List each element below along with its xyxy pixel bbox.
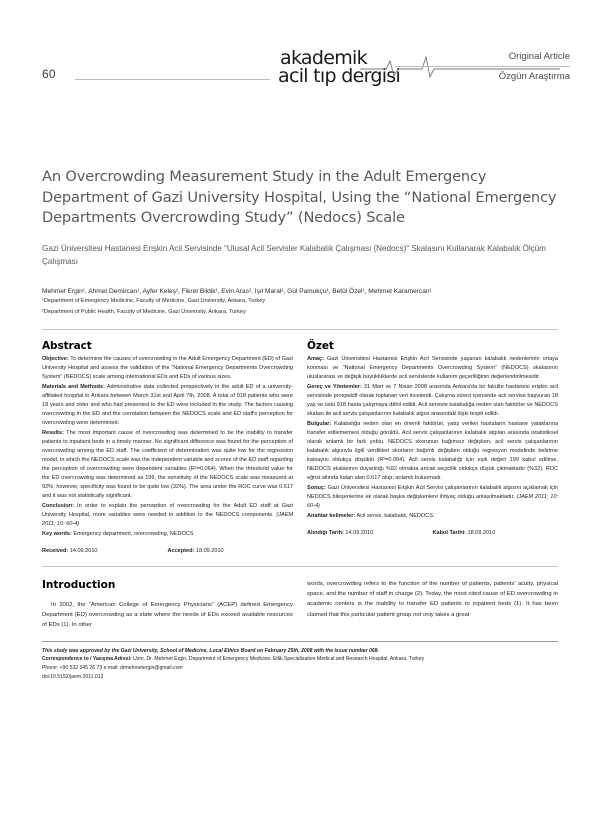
ozet-anahtar-label: Anahtar kelimeler:: [307, 513, 356, 520]
ozet-dates: [307, 530, 558, 536]
abstract-heading: Abstract: [42, 339, 92, 352]
received-label: Received:: [42, 548, 69, 555]
accepted-date: [168, 548, 294, 554]
introduction-heading: Introduction: [42, 579, 116, 592]
abstract-results-label: Results:: [42, 429, 64, 436]
abstract-column-tr: [307, 340, 558, 555]
ozet-bulgular: [307, 420, 558, 483]
abstract-keywords: [42, 530, 293, 539]
abstract-methods: [42, 383, 293, 428]
introduction-paragraph-right: words, overcrowding refers to the function of the number of patients, patients' acuity, physical space, and the number of staff in charge (2). Today, the most cited cause of ED overcrowding in academic centers is the inability to transfer ED patients to inpatient beds (1). It has been claimed that this particular patient group not only takes a great: [307, 581, 558, 618]
footer-correspondence-text: Uzm. Dr. Mehmet Ergin, Department of Emergency Medicine, Etlik Specialization Medical and Research Hospital, Ankara, Turkey: [131, 656, 425, 663]
page-number: 60: [42, 67, 56, 81]
article-type-en: Original Article: [508, 51, 570, 62]
abstract-methods-label: Materials and Methods:: [42, 383, 105, 390]
affiliation-2: ²Department of Public Health, Faculty of Medicine, Gazi University, Ankara, Turkey: [42, 308, 246, 315]
abstract-conclusion: [42, 502, 293, 529]
abstract-keywords-label: Key words:: [42, 531, 72, 538]
abstract-methods-text: Administrative data collected prospectively in the adult ED of a university-affiliated hospital in Ankara between March 31st and April 7th, 2008. A total of 918 patients who were 18 years and older and who had presented to the ED were included in the study. The factors causing overcrowding in the ED and the correlation between the NEDOCS scale and ED staff's perception for overcrowding were determined.: [42, 383, 294, 426]
journal-logo-line1: akademik: [280, 47, 367, 69]
received-date: [42, 548, 168, 554]
divider-above-abstract: [42, 329, 558, 330]
footer-correspondence-line: [42, 655, 558, 664]
abstract-results-text: The most important cause of overcrowding was determined to be the inability to transfer patients to inpatient beds in a timely manner. No significant difference was found for the perception of overcrowding among the ED staff. The coefficient of determination was quite low for the regression model, in which the NEDOCS scale was the independent variable and scores of the ED staff regarding the perception of overcrowding were dependent variables (R²=0.064). When the threshold value for the ED overcrowding was determined as 199, the sensitivity of the NEDOCS scale was measured at 92%; however, specificity was found to be quite low (32%). The area under the ROC curve was 0.617 and it was not statistically significant.: [42, 429, 293, 500]
abstract-dates: [42, 548, 293, 554]
alindigi-value: 14.09.2010: [343, 530, 374, 537]
page-title: An Overcrowding Measurement Study in the Adult Emergency Department of Gazi University Hospital, Using the “National Emergency Departments Overcrowding Study” (Nedocs) Scale: [42, 168, 557, 227]
footer-phone-line: Phone: +90 532 345 26 73 e.mail: drmehmetergin@gmail.com: [42, 665, 183, 672]
ozet-bulgular-label: Bulgular:: [307, 420, 332, 427]
ozet-sonuc-text: Gazi Üniversitesi Hastanesi Erişkin Acil Servisi çalışanlarının kalabalık algısını açıklamak için NEDOCS bileşenlerine ek olarak başka değişkenlere ihtiyaç olduğu anlaşılmaktadır.: [307, 484, 558, 501]
accepted-label: Accepted:: [167, 548, 195, 555]
masthead: [30, 45, 570, 107]
introduction-column-left: [42, 579, 293, 630]
journal-logo-line2: acil tıp dergisi: [278, 65, 401, 88]
kabul-label: Kabul Tarihi:: [432, 530, 466, 537]
received-value: 14.09.2010: [68, 548, 98, 555]
abstract-columns: [42, 340, 558, 555]
ozet-amac-label: Amaç:: [307, 355, 324, 362]
masthead-rule-right: [395, 66, 570, 67]
paper-title-turkish: Gazi Üniversitesi Hastanesi Erişkin Acil Servisinde “Ulusal Acil Servisler Kalabalık Çalışması (Nedocs)” Skalasını Kullanarak Kalabalık Ölçüm Çalışması: [42, 244, 546, 266]
ozet-bulgular-text: Kalabalığa neden olan en önemli faktörün, yatış verilen hastaların hastane yataklarına transfer edilememesi olduğu görüldü. Acil servis çalışanlarının kalabalık algıları arasında istatistiksel olarak anlamlı bir fark yoktu. NEDOCS skorunun bağımsız değişken, acil servis çalışanlarının kalabalık algısıyla ilgili verdikleri skorların bağımlı değişken olduğu regresyon modelinde belirtme katsayısı oldukça düşüktü (R²=0.064). Acil servis kalabalığı için eşik değeri 199 kabul edilirse, NEDOCS skalasının duyarlılığı %92 olmakta ancak seçicilik oldukça düşük çıkmaktadır (%32). ROC eğrisi altında kalan alan 0.617 olup; anlamlı bulunmadı.: [307, 420, 558, 481]
ozet-gerec-label: Gereç ve Yöntemler:: [307, 383, 362, 390]
footer-ethics-line: [42, 647, 558, 656]
ozet-amac: [307, 355, 558, 382]
divider-below-abstract: [42, 566, 558, 567]
ozet-heading: Özet: [307, 339, 334, 352]
ozet-sonuc-label: Sonuç:: [307, 484, 326, 491]
author-list: Mehmet Ergin¹, Ahmet Demircan¹, Ayfer Keleş¹, Fikret Bildik¹, Evin Aras², Işıl Maral², Gül Pamukçu¹, Betül Özel¹, Mehmet Karamercan¹: [42, 287, 432, 295]
abstract-column-en: [42, 340, 293, 555]
introduction-column-right: [307, 579, 558, 630]
abstract-keywords-text: Emergency department, overcrowding, NEDOCS: [71, 531, 194, 538]
abstract-results: [42, 429, 293, 501]
footer-block: [42, 647, 558, 682]
alindigi-label: Alındığı Tarih:: [307, 530, 344, 537]
abstract-conclusion-label: Conclusion:: [42, 503, 74, 510]
article-type-block: [395, 51, 570, 82]
ozet-anahtar-kelimeler: [307, 512, 558, 521]
introduction-paragraph-left: In 2002, the “American College of Emergency Physicians” (ACEP) defined Emergency Department (ED) overcrowding as a state where the needs of EDs exceed available resources of EDs (1). In other: [42, 602, 293, 629]
title-block: [42, 167, 558, 317]
accepted-value: 18.09.2010: [194, 548, 224, 555]
ozet-anahtar-text: Acil servis, kalabalık, NEDOCS.: [355, 513, 435, 520]
footer-ethics-text: This study was approved by the Gazi University, School of Medicine, Local Ethics Board on February 25th, 2008 with the issue number 069.: [42, 647, 379, 654]
alindigi-tarih: [307, 530, 433, 536]
masthead-rule-left: [75, 79, 270, 80]
ozet-gerec-text: 31 Mart ve 7 Nisan 2008 arasında Ankara'da bir fakülte hastanesi erişkin acil servisinde prospektif olarak toplanan veri incelendi. Çalışma süreci içerisinde acil servise başvuran 18 yaş ve üstü 918 hasta çalışmaya dâhil edildi. Acil serviste kalabalığa neden olan faktörler ve NEDOCS skalası ile acil servis çalışanlarının kalabalık algısı arasındaki ilişki tespit edildi.: [307, 383, 559, 417]
ozet-gerec: [307, 383, 558, 419]
abstract-objective-label: Objective:: [42, 355, 69, 362]
kabul-value: 18.09.2010: [466, 530, 496, 537]
abstract-conclusion-text: In order to explain the perception of overcrowding for the Adult ED staff at Gazi University Hospital, more variables were needed in addition to the NEDOCS components.: [42, 503, 293, 519]
abstract-objective: [42, 355, 293, 382]
footer-correspondence-label: Correspondence to / Yazışma Adresi:: [42, 656, 132, 663]
affiliation-1: ¹Department of Emergency Medicine, Faculty of Medicine, Gazi University, Ankara, Turkey: [42, 298, 266, 305]
ozet-sonuc-citation: (JAEM 2011; 10: 60-4): [307, 494, 558, 510]
ozet-sonuc: [307, 484, 558, 511]
article-type-tr: Özgün Araştırma: [498, 71, 570, 82]
footer-divider: [42, 641, 558, 642]
ozet-amac-text: Gazi Üniversitesi Hastanesi Erişkin Acil Servisinde yaşanan kalabalık nedenlerinin ortaya konması ve “National Emergency Departments Overcrowding System” (NEDOCS) skalasının uluslararası ve değişik büyüklüklerde acil servislerde kullanım geçerliliğinin değerlendirilmesidir.: [307, 355, 558, 380]
kabul-tarihi: [433, 530, 559, 536]
introduction-section: [42, 579, 558, 630]
abstract-objective-text: To determine the causes of overcrowding in the Adult Emergency Department (ED) of Gazi University Hospital and assess the validation of the “National Emergency Departments Overcrowding System” (NEDOCS) scale among international EDs and EDs of various sizes.: [42, 355, 293, 380]
footer-doi-line: doi:10.5152/jaem.2011.013: [42, 673, 104, 680]
abstract-conclusion-citation: (JAEM 2011; 10: 60-4): [42, 512, 293, 528]
